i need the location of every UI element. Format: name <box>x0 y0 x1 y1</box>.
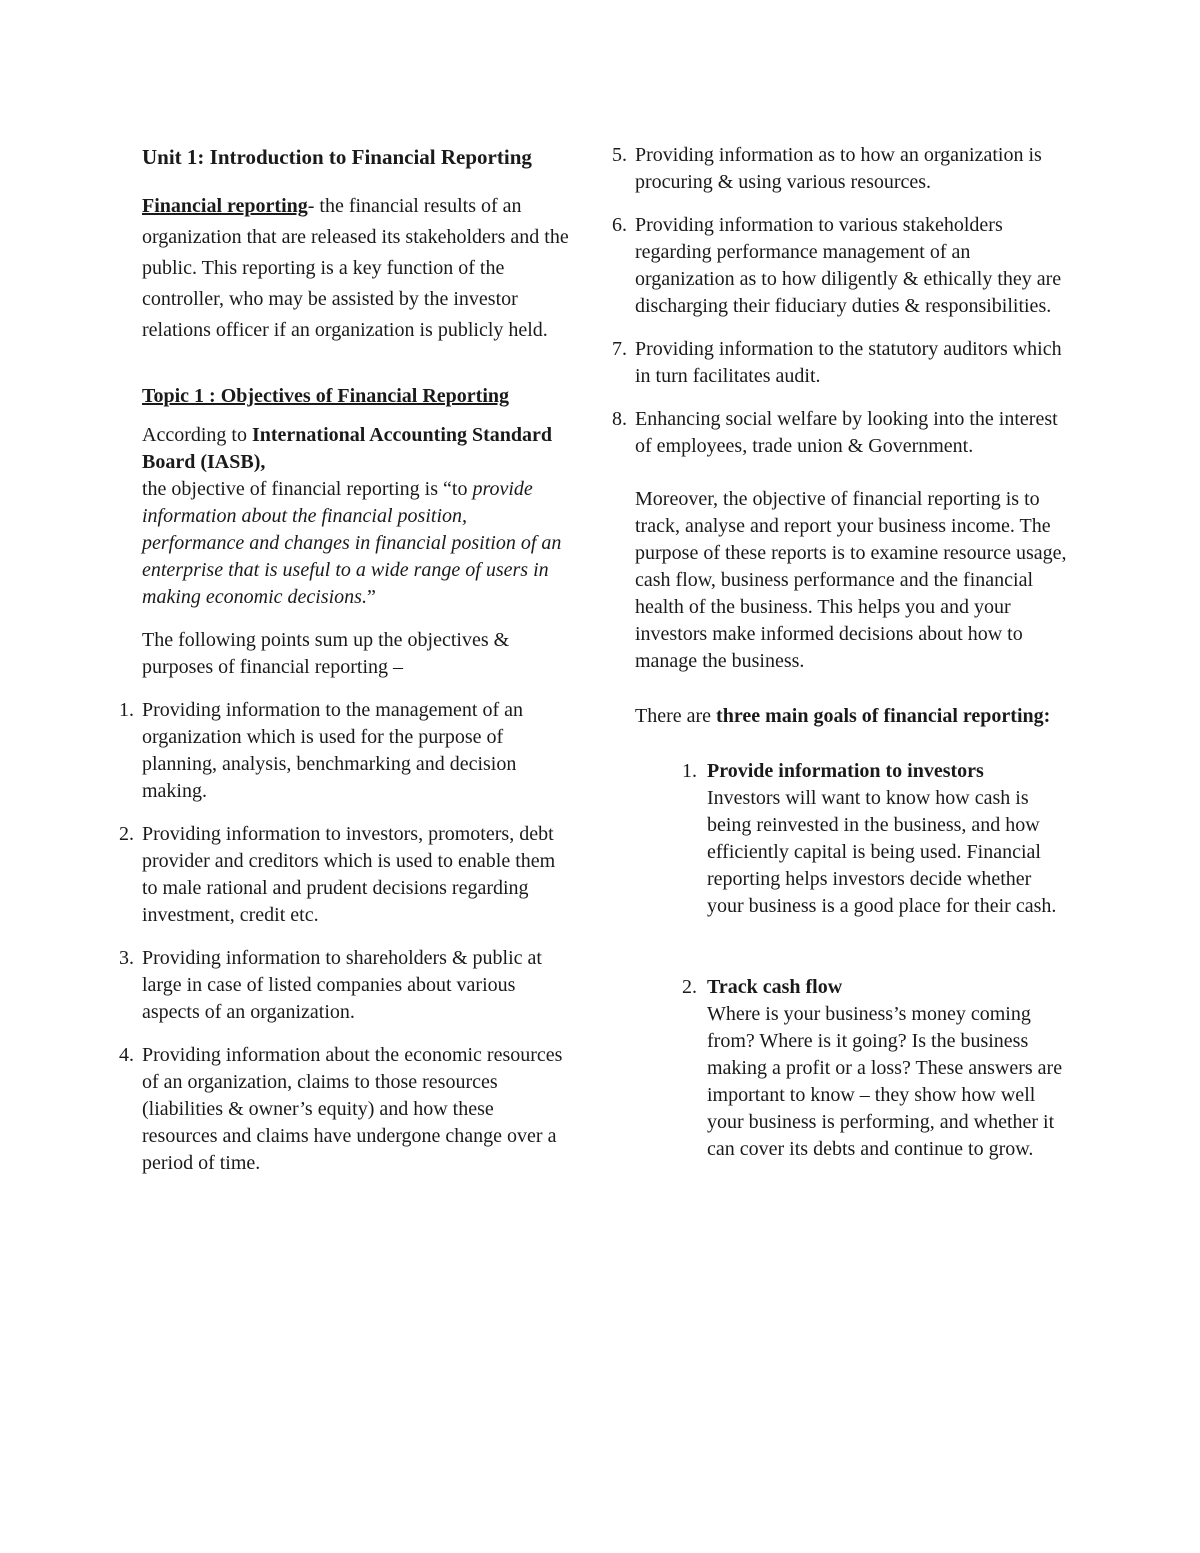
list-item <box>119 1042 570 1177</box>
list-item <box>119 697 570 805</box>
iasb-lead: the objective of financial reporting is “to <box>142 478 473 500</box>
left-column <box>119 140 570 1193</box>
iasb-prefix: According to <box>142 424 252 446</box>
list-item <box>612 406 1067 460</box>
objectives-list-left <box>119 697 570 1177</box>
goal-heading: Provide information to investors <box>707 760 984 782</box>
list-number: 2. <box>119 823 134 845</box>
list-text: Providing information to shareholders & public at large in case of listed companies about various aspects of an organization. <box>142 947 542 1023</box>
list-text: Providing information to investors, promoters, debt provider and creditors which is used to enable them to male rational and prudent decisions regarding investment, credit etc. <box>142 823 556 926</box>
definition-paragraph <box>142 191 570 346</box>
goals-intro-bold: three main goals of financial reporting: <box>716 705 1051 727</box>
list-text: Providing information to various stakeholders regarding performance management of an organization as to how diligently & ethically they are discharging their fiduciary duties & responsibilities. <box>635 214 1062 317</box>
list-number: 6. <box>612 214 627 236</box>
list-number: 1. <box>119 699 134 721</box>
summary-intro: The following points sum up the objectives & purposes of financial reporting – <box>142 629 510 678</box>
unit-title: Unit 1: Introduction to Financial Reporting <box>142 145 532 169</box>
right-column <box>597 140 1067 1163</box>
list-text: Providing information as to how an organization is procuring & using various resources. <box>635 144 1042 193</box>
goal-item <box>682 758 1067 920</box>
list-item <box>119 821 570 929</box>
iasb-organization: International Accounting Standard Board (IASB), <box>142 424 553 473</box>
list-item <box>119 945 570 1026</box>
goals-intro-prefix: There are <box>635 705 717 727</box>
goal-heading: Track cash flow <box>707 976 843 998</box>
list-text: Providing information to the statutory auditors which in turn facilitates audit. <box>635 338 1062 387</box>
goals-list <box>597 758 1067 1163</box>
objectives-list-right <box>612 142 1067 460</box>
definition-term: Financial reporting <box>142 195 308 217</box>
moreover-paragraph: Moreover, the objective of financial reporting is to track, analyse and report your business income. The purpose of these reports is to examine resource usage, cash flow, business performance and the financial health of the business. This helps you and your investors make informed decisions about how to manage the business. <box>635 488 1067 672</box>
iasb-close: ” <box>366 586 376 608</box>
list-item <box>612 212 1067 320</box>
goal-text: Investors will want to know how cash is being reinvested in the business, and how efficiently capital is being used. Financial reporting helps investors decide whether your business is a good place for their cash. <box>707 787 1057 917</box>
goal-text: Where is your business’s money coming from? Where is it going? Is the business making a profit or a loss? These answers are important to know – they show how well your business is performing, and whether it can cover its debts and continue to grow. <box>707 1003 1063 1160</box>
goal-item <box>682 974 1067 1163</box>
definition-text: - the financial results of an organization that are released its stakeholders and the public. This reporting is a key function of the controller, who may be assisted by the investor relations officer if an organization is publicly held. <box>142 195 569 341</box>
list-number: 4. <box>119 1044 134 1066</box>
goal-number: 2. <box>682 976 697 998</box>
list-number: 3. <box>119 947 134 969</box>
list-number: 5. <box>612 144 627 166</box>
list-item <box>612 142 1067 196</box>
list-text: Enhancing social welfare by looking into the interest of employees, trade union & Government. <box>635 408 1058 457</box>
goal-number: 1. <box>682 760 697 782</box>
list-number: 7. <box>612 338 627 360</box>
list-text: Providing information to the management of an organization which is used for the purpose of planning, analysis, benchmarking and decision making. <box>142 699 524 802</box>
list-item <box>612 336 1067 390</box>
iasb-quote: provide information about the financial position, performance and changes in financial position of an enterprise that is useful to a wide range of users in making economic decisions. <box>142 478 562 608</box>
iasb-paragraph <box>142 422 570 611</box>
topic-heading: Topic 1 : Objectives of Financial Reporting <box>142 385 510 407</box>
list-text: Providing information about the economic resources of an organization, claims to those resources (liabilities & owner’s equity) and how these resources and claims have undergone change over a period of time. <box>142 1044 563 1174</box>
goals-intro <box>635 703 1067 730</box>
list-number: 8. <box>612 408 627 430</box>
